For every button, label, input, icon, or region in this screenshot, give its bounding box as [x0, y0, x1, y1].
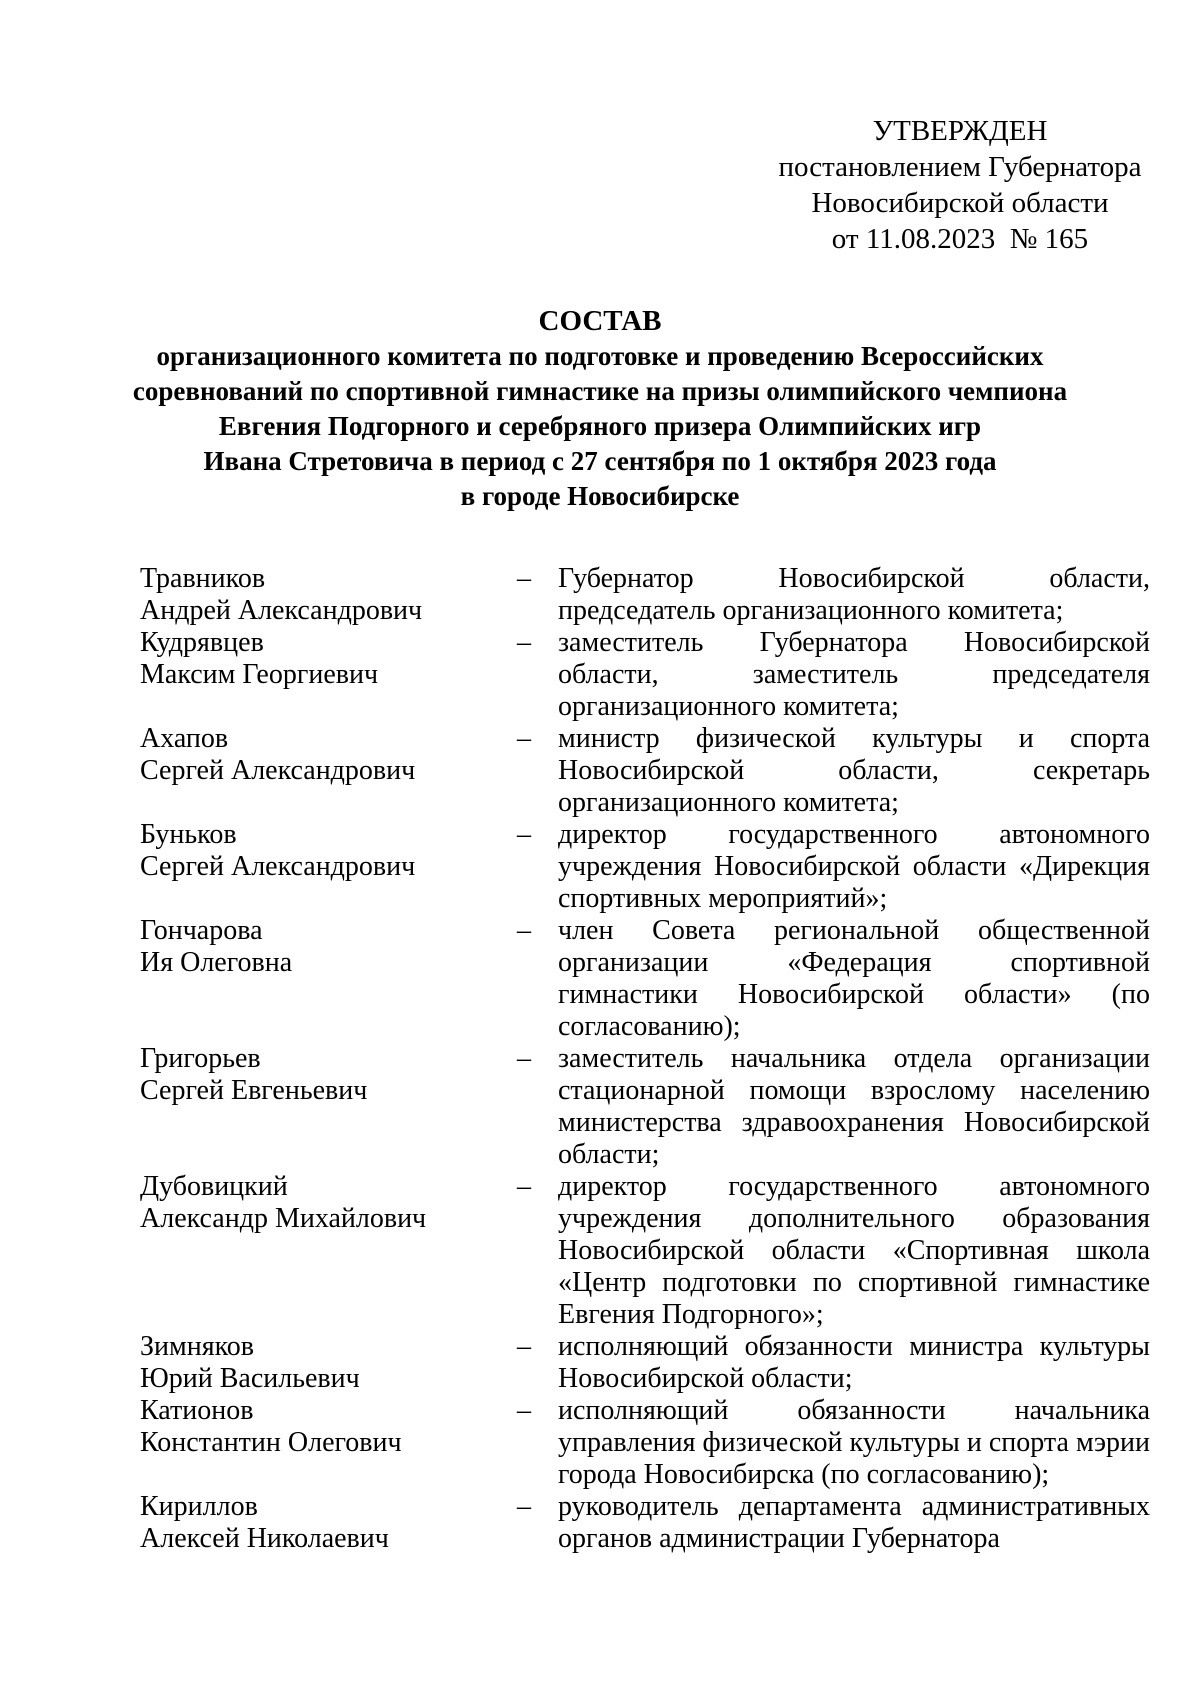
member-row [140, 723, 1150, 819]
member-name [140, 1395, 480, 1491]
member-role: министр физической культуры и спорта Новосибирской области, секретарь организационного комитета; [558, 723, 1150, 818]
separator-dash: – [517, 819, 531, 850]
member-name [140, 1331, 480, 1395]
member-surname: Буньков [140, 819, 237, 850]
approval-decree-line: постановлением Губернатора [778, 151, 1142, 183]
member-row [140, 563, 1150, 627]
member-surname: Травников [140, 563, 266, 594]
title-line: в городе Новосибирске [460, 481, 740, 511]
member-name [140, 723, 480, 819]
member-role: заместитель Губернатора Новосибирской области, заместитель председателя организационного комитета; [558, 627, 1150, 722]
title-heading: СОСТАВ [538, 305, 662, 337]
member-surname: Гончарова [140, 915, 263, 946]
separator-dash: – [517, 1491, 531, 1522]
member-role: член Совета региональной общественной организации «Федерация спортивной гимнастики Новосибирской области» (по согласованию); [558, 915, 1150, 1042]
member-surname: Дубовицкий [140, 1171, 288, 1202]
member-surname: Катионов [140, 1395, 254, 1426]
separator-dash: – [517, 723, 531, 754]
member-row [140, 1171, 1150, 1331]
separator-dash: – [517, 1395, 531, 1426]
separator-dash: – [517, 563, 531, 594]
title-line: организационного комитета по подготовке и проведению Всероссийских [156, 341, 1044, 371]
separator-dash: – [517, 627, 531, 658]
member-name [140, 1171, 480, 1331]
member-name [140, 563, 480, 627]
member-name [140, 819, 480, 915]
member-role: заместитель начальника отдела организации стационарной помощи взрослому населению министерства здравоохранения Новосибирской области; [558, 1043, 1150, 1170]
member-row [140, 819, 1150, 915]
member-role: директор государственного автономного учреждения дополнительного образования Новосибирской области «Спортивная школа «Центр подготовки по спортивной гимнастике Евгения Подгорного»; [558, 1171, 1150, 1330]
member-row [140, 915, 1150, 1043]
member-given-name: Алексей Николаевич [140, 1523, 389, 1554]
member-given-name: Ия Олеговна [140, 947, 293, 978]
member-surname: Кириллов [140, 1491, 258, 1522]
member-given-name: Сергей Евгеньевич [140, 1075, 368, 1106]
member-row [140, 1491, 1150, 1555]
separator-dash: – [517, 1171, 531, 1202]
member-given-name: Юрий Васильевич [140, 1363, 360, 1394]
committee-member-list [140, 563, 1150, 1555]
member-surname: Зимняков [140, 1331, 254, 1362]
approval-region-line: Новосибирской области [811, 187, 1109, 219]
title-line: соревнований по спортивной гимнастике на призы олимпийского чемпиона [132, 376, 1068, 406]
approval-stamp [760, 113, 1160, 257]
member-row [140, 1331, 1150, 1395]
member-given-name: Константин Олегович [140, 1427, 402, 1458]
separator-dash: – [517, 1043, 531, 1074]
member-given-name: Александр Михайлович [140, 1203, 427, 1234]
member-role: исполняющий обязанности начальника управления физической культуры и спорта мэрии города Новосибирска (по согласованию); [558, 1395, 1150, 1490]
member-name [140, 915, 480, 1043]
separator-dash: – [517, 915, 531, 946]
member-given-name: Андрей Александрович [140, 595, 423, 626]
member-name [140, 627, 480, 723]
approval-date-number: от 11.08.2023 № 165 [831, 223, 1089, 255]
document-title [100, 304, 1100, 514]
member-given-name: Сергей Александрович [140, 851, 416, 882]
member-role: руководитель департамента административных органов администрации Губернатора [558, 1491, 1150, 1554]
member-role: Губернатор Новосибирской области, председатель организационного комитета; [558, 563, 1150, 626]
member-row [140, 1043, 1150, 1171]
member-surname: Кудрявцев [140, 627, 264, 658]
title-line: Евгения Подгорного и серебряного призера Олимпийских игр [218, 411, 982, 441]
member-role: исполняющий обязанности министра культуры Новосибирской области; [558, 1331, 1150, 1394]
member-surname: Григорьев [140, 1043, 261, 1074]
member-surname: Ахапов [140, 723, 229, 754]
member-given-name: Сергей Александрович [140, 755, 416, 786]
member-role: директор государственного автономного учреждения Новосибирской области «Дирекция спортивных мероприятий»; [558, 819, 1150, 914]
member-row [140, 627, 1150, 723]
member-row [140, 1395, 1150, 1491]
separator-dash: – [517, 1331, 531, 1362]
member-given-name: Максим Георгиевич [140, 659, 379, 690]
member-name [140, 1043, 480, 1171]
member-name [140, 1491, 480, 1555]
approval-heading: УТВЕРЖДЕН [872, 115, 1048, 147]
title-line: Ивана Стретовича в период с 27 сентября по 1 октября 2023 года [203, 446, 997, 476]
